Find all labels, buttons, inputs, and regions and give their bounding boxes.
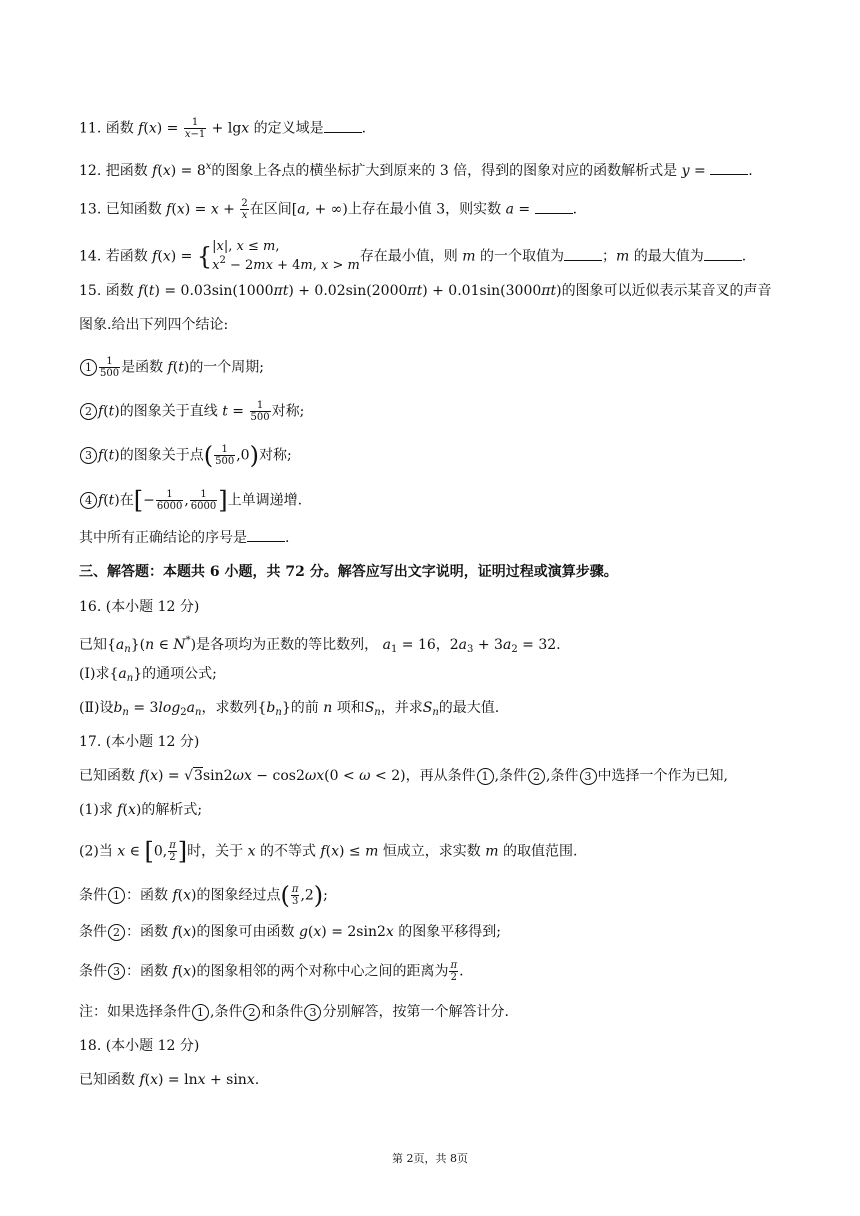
- problem-15-line2: 图象.给出下列四个结论:: [79, 317, 229, 333]
- conclusion-1: 1 $\frac{1}{500}$ 是函数 f(t)的一个周期;: [79, 356, 264, 379]
- problem-18-stem: 已知函数 f(x) = lnx + sinx.: [79, 1072, 260, 1088]
- conclusion-3: 3 f(t)的图象关于点( $\frac{1}{500}$ ,0)对称;: [79, 444, 292, 467]
- section-heading: 三、解答题：本题共 6 小题，共 72 分。解答应写出文字说明，证明过程或演算步骤。: [79, 564, 618, 580]
- answer-blank: [564, 247, 602, 261]
- problem-17-cond1: 条件 1 ：函数 f(x)的图象经过点( $\frac{\pi}{3}$ ,2);: [79, 881, 328, 910]
- problem-15-ask: 其中所有正确结论的序号是 .: [79, 530, 290, 546]
- problem-17-cond3: 条件 3 ：函数 f(x)的图象相邻的两个对称中心之间的距离为 $\frac{\pi}{2}$ .: [79, 960, 464, 983]
- problem-17-stem: 已知函数 f(x) = √3sin2ωx − cos2ωx(0 < ω < 2)，再从条件 1 ,条件 2 ,条件 3 中选择一个作为已知,: [79, 768, 728, 784]
- problem-17-cond2: 条件 2 ：函数 f(x)的图象可由函数 g(x) = 2sin2x 的图象平移得到;: [79, 924, 501, 940]
- problem-17-q2: (2)当 x ∈ [0, $\frac{\pi}{2}$ ]时，关于 x 的不等式 f(x) ≤ m 恒成立，求实数 m 的取值范围.: [79, 837, 578, 866]
- problem-14: 14. 若函数 f(x) = {|x|, x ≤ m, $x^2 - 2mx + 4m$, x > m存在最小值，则 m 的一个取值为 ；m 的最大值为 .: [79, 239, 747, 273]
- problem-18-header: 18. (本小题 12 分): [79, 1038, 200, 1054]
- problem-16-q1: (Ⅰ)求$\{a_n\}$的通项公式;: [79, 666, 217, 684]
- problem-11: 11. 函数 f(x) = $\frac{1}{x-1}$ + lgx 的定义域是 .: [79, 117, 367, 140]
- answer-blank: [710, 161, 748, 175]
- problem-16-header: 16. (本小题 12 分): [79, 599, 200, 615]
- problem-16-stem: 已知$\{a_n\}(n$ ∈ N*)是各项均为正数的等比数列， $a_1 = 16$，$2a_3 + 3a_2 = 32$.: [79, 635, 561, 655]
- problem-17-q1: (1)求 f(x)的解析式;: [79, 802, 203, 818]
- conclusion-4: 4 f(t)在[− $\frac{1}{6000}$ , $\frac{1}{6000}$ ]上单调递增.: [79, 489, 302, 512]
- problem-17-note: 注：如果选择条件 1 ,条件 2 和条件 3 分别解答，按第一个解答计分.: [79, 1004, 509, 1020]
- problem-16-q2: (Ⅱ)设$b_n = 3\log_2a_n$，求数列$\{b_n\}$的前 n 项和$S_n$，并求$S_n$的最大值.: [79, 700, 500, 718]
- problem-13: 13. 已知函数 f(x) = x + $\frac{2}{x}$ 在区间[a, + ∞)上存在最小值 3，则实数 a = .: [79, 198, 578, 221]
- problem-12: 12. 把函数 $f(x) = 8^x$的图象上各点的横坐标扩大到原来的 3 倍，得到的图象对应的函数解析式是 y = .: [79, 161, 753, 179]
- answer-blank: [704, 247, 742, 261]
- conclusion-2: 2 f(t)的图象关于直线 t = $\frac{1}{500}$ 对称;: [79, 400, 304, 423]
- problem-15: 15. 函数 f(t) = 0.03sin(1000πt) + 0.02sin(2000πt) + 0.01sin(3000πt)的图象可以近似表示某音叉的声音: [79, 283, 772, 299]
- answer-blank: [535, 200, 573, 214]
- problem-17-header: 17. (本小题 12 分): [79, 734, 200, 750]
- answer-blank: [247, 528, 285, 542]
- page-footer: 第 2页，共 8页: [392, 1152, 468, 1165]
- answer-blank: [324, 119, 362, 133]
